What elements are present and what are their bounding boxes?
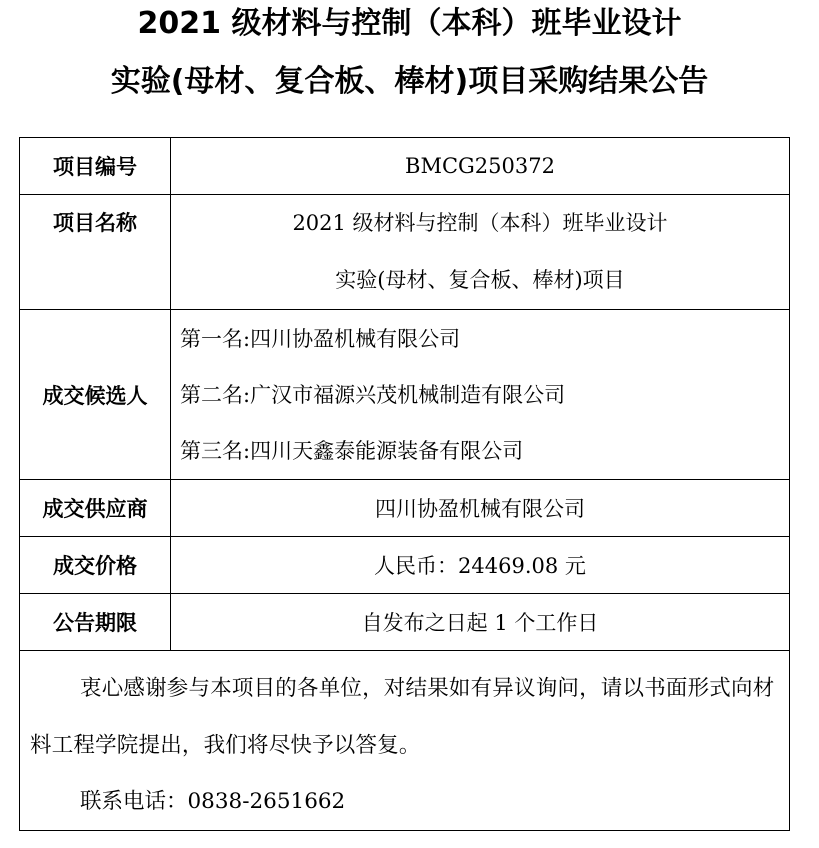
row-supplier: [20, 480, 790, 537]
footer-contact: 联系电话：0838-2651662: [80, 789, 346, 814]
row-project-number: [20, 138, 790, 195]
candidate-item: 第三名:四川天鑫泰能源装备有限公司: [180, 438, 524, 463]
project-name-label: 项目名称: [20, 195, 171, 310]
supplier-value: 四川协盈机械有限公司: [171, 480, 790, 537]
announcement-title-line-1: 2021 级材料与控制（本科）班毕业设计: [137, 6, 682, 41]
announcement-table: [19, 137, 790, 831]
footer-message: 衷心感谢参与本项目的各单位，对结果如有异议询问，请以书面形式向材料工程学院提出，我们将尽快予以答复。: [30, 676, 775, 758]
price-value: 人民币：24469.08 元: [171, 537, 790, 594]
period-label: 公告期限: [20, 594, 171, 651]
row-period: [20, 594, 790, 651]
row-candidates: [20, 310, 790, 480]
supplier-label: 成交供应商: [20, 480, 171, 537]
candidates-value: [171, 310, 790, 480]
project-name-line-1: 2021 级材料与控制（本科）班毕业设计: [292, 211, 668, 235]
candidate-item: 第二名:广汉市福源兴茂机械制造有限公司: [180, 382, 566, 407]
row-project-name: [20, 195, 790, 310]
row-footer: [20, 651, 790, 831]
footer-cell: [20, 651, 790, 831]
row-price: [20, 537, 790, 594]
price-label: 成交价格: [20, 537, 171, 594]
period-value: 自发布之日起 1 个工作日: [171, 594, 790, 651]
project-number-label: 项目编号: [20, 138, 171, 195]
project-name-value: [171, 195, 790, 310]
candidates-label: 成交候选人: [20, 310, 171, 480]
project-name-line-2: 实验(母材、复合板、棒材)项目: [335, 268, 625, 292]
project-number-value: BMCG250372: [171, 138, 790, 195]
candidate-item: 第一名:四川协盈机械有限公司: [180, 326, 461, 351]
announcement-title-line-2: 实验(母材、复合板、棒材)项目采购结果公告: [110, 64, 709, 99]
